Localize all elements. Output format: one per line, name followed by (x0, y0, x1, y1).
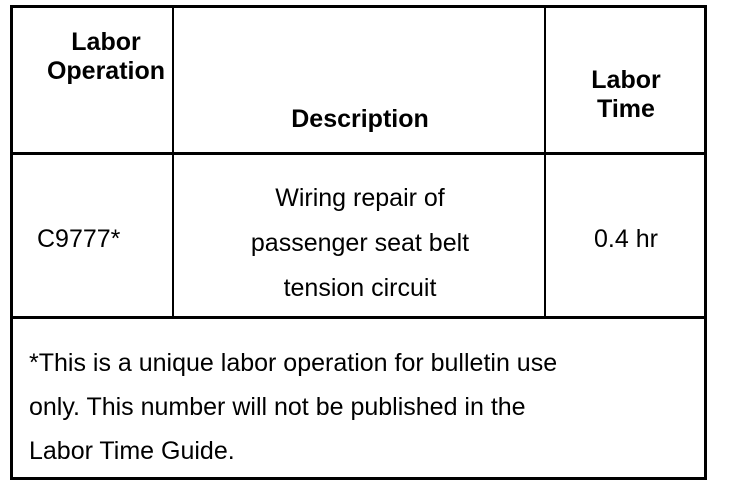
description-line1: Wiring repair of (275, 184, 445, 212)
header-labor-time (546, 66, 706, 124)
labor-operation-code: C9777* (37, 225, 121, 253)
description-line3: tension circuit (283, 274, 437, 302)
footnote-line3: Labor Time Guide. (29, 437, 235, 465)
description-line2: passenger seat belt (250, 229, 470, 257)
footnote-line2: only. This number will not be published in the (29, 393, 526, 421)
header-labor-operation-line1: Labor (71, 28, 141, 56)
header-divider (13, 152, 704, 155)
header-labor-operation-line2: Operation (46, 56, 166, 85)
header-labor-time-line2: Time (597, 94, 655, 123)
labor-description (175, 176, 545, 311)
footnote-line1: *This is a unique labor operation for bulletin use (29, 349, 558, 377)
header-description: Description (291, 105, 429, 133)
header-labor-operation (36, 28, 176, 86)
header-labor-time-line1: Labor (591, 66, 661, 94)
row-divider (13, 316, 704, 319)
labor-operation-table (10, 5, 707, 480)
footnote (29, 341, 629, 473)
labor-time-value: 0.4 hr (594, 225, 658, 253)
